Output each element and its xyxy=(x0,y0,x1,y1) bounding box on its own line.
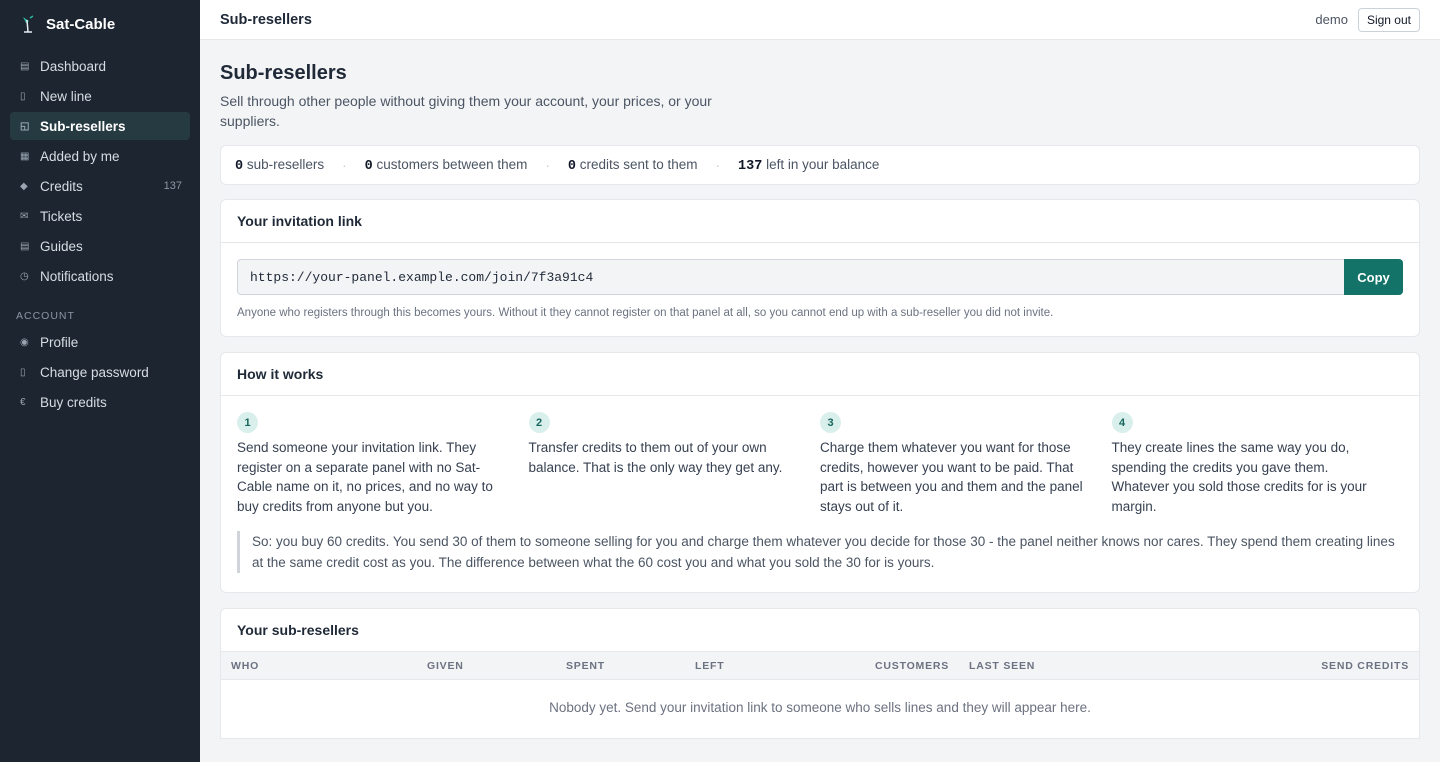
topbar xyxy=(200,0,1440,40)
invitation-link-input[interactable] xyxy=(237,259,1344,295)
column-header-send-credits[interactable]: SEND CREDITS xyxy=(1321,659,1409,672)
sidebar-item-label: Sub-resellers xyxy=(40,118,126,134)
sidebar-item-guides[interactable] xyxy=(10,232,190,260)
sidebar-item-profile[interactable] xyxy=(10,328,190,356)
step-text: Send someone your invitation link. They register on a separate panel with no Sat-Cable name on it, no prices, and no way to buy credits from anyone but you. xyxy=(237,440,493,515)
stat-label: customers between them xyxy=(376,156,528,172)
how-it-works-title: How it works xyxy=(221,353,1419,396)
steps-list xyxy=(221,396,1419,517)
step-text: Transfer credits to them out of your own balance. That is the only way they get any. xyxy=(528,440,783,475)
column-header-last-seen[interactable]: LAST SEEN xyxy=(969,659,1036,672)
sidebar-item-buy-credits[interactable] xyxy=(10,388,190,416)
column-header-customers[interactable]: CUSTOMERS xyxy=(875,659,950,672)
profile-icon: ◉ xyxy=(20,336,29,348)
step-number-badge: 4 xyxy=(1112,412,1133,433)
credits-count-badge: 137 xyxy=(163,180,182,192)
account-section-heading: ACCOUNT xyxy=(16,310,75,322)
sidebar-item-label: Buy credits xyxy=(40,394,107,410)
stat-separator: · xyxy=(715,157,721,173)
sub-resellers-icon: ◱ xyxy=(20,120,30,132)
stat-credits-sent xyxy=(568,157,698,174)
added-by-me-icon: ▦ xyxy=(20,150,30,162)
step-number-badge: 1 xyxy=(237,412,258,433)
stat-customers xyxy=(365,157,528,174)
stat-label: sub-resellers xyxy=(246,156,325,172)
stat-separator: · xyxy=(545,157,550,173)
column-header-who[interactable]: WHO xyxy=(231,659,260,672)
sidebar-item-label: Credits xyxy=(40,178,83,194)
invitation-link-row xyxy=(237,259,1403,295)
sidebar xyxy=(0,0,200,762)
how-it-works-card xyxy=(220,352,1420,593)
topbar-title: Sub-resellers xyxy=(220,11,312,28)
invitation-card xyxy=(220,199,1420,337)
sidebar-item-label: Notifications xyxy=(40,268,114,284)
satellite-logo-icon xyxy=(20,14,36,34)
sidebar-item-new-line[interactable] xyxy=(10,82,190,110)
page-title: Sub-resellers xyxy=(220,62,347,84)
sidebar-item-label: Guides xyxy=(40,238,83,254)
euro-icon: € xyxy=(20,396,26,408)
column-header-spent[interactable]: SPENT xyxy=(566,659,606,672)
step-3 xyxy=(820,412,1112,517)
current-user: demo xyxy=(1315,12,1348,27)
stat-value: 0 xyxy=(235,158,244,174)
step-4 xyxy=(1112,412,1404,517)
sidebar-item-added-by-me[interactable] xyxy=(10,142,190,170)
stat-label: left in your balance xyxy=(766,156,880,172)
step-text: They create lines the same way you do, spending the credits you gave them. Whatever you sold those credits for is your margin. xyxy=(1111,440,1367,515)
invitation-card-title: Your invitation link xyxy=(221,200,1419,243)
main-content xyxy=(220,40,1420,739)
sidebar-item-tickets[interactable] xyxy=(10,202,190,230)
sidebar-item-label: Profile xyxy=(40,334,79,350)
sidebar-item-dashboard[interactable] xyxy=(10,52,190,80)
step-text: Charge them whatever you want for those credits, however you want to be paid. That part is between you and them and the panel stays out of it. xyxy=(820,440,1083,515)
sub-resellers-title: Your sub-resellers xyxy=(221,609,1419,652)
notifications-icon: ◷ xyxy=(20,270,29,282)
step-2 xyxy=(529,412,821,517)
sidebar-item-label: New line xyxy=(40,88,92,104)
page-subtitle: Sell through other people without giving them your account, your prices, or your suppliers. xyxy=(220,93,712,129)
dashboard-icon: ▤ xyxy=(20,60,30,72)
sidebar-item-label: Change password xyxy=(40,364,149,380)
sign-out-button[interactable]: Sign out xyxy=(1358,8,1420,32)
app-name: Sat-Cable xyxy=(46,15,116,33)
sidebar-item-notifications[interactable] xyxy=(10,262,190,290)
account-nav xyxy=(0,328,200,416)
stat-balance xyxy=(738,157,879,174)
brand[interactable] xyxy=(0,0,200,48)
new-line-icon: ▯ xyxy=(20,90,26,102)
stat-value: 0 xyxy=(567,158,576,174)
sidebar-item-label: Dashboard xyxy=(40,58,107,74)
stat-sub-resellers xyxy=(235,157,324,174)
stats-bar xyxy=(220,145,1420,185)
stat-value: 137 xyxy=(738,158,763,174)
column-header-left[interactable]: LEFT xyxy=(695,659,725,672)
step-number-badge: 3 xyxy=(820,412,841,433)
table-header xyxy=(221,652,1419,680)
sidebar-item-sub-resellers[interactable] xyxy=(10,112,190,140)
column-header-given[interactable]: GIVEN xyxy=(427,659,464,672)
invitation-body xyxy=(221,243,1419,319)
sidebar-item-credits[interactable] xyxy=(10,172,190,200)
credits-icon: ◆ xyxy=(20,180,28,192)
stat-separator: · xyxy=(342,157,347,173)
invitation-note: Anyone who registers through this becomes yours. Without it they cannot register on that panel at all, so you cannot end up with a sub-reseller you did not invite. xyxy=(237,307,1054,319)
step-1 xyxy=(237,412,529,517)
stat-label: credits sent to them xyxy=(579,156,698,172)
empty-state-message: Nobody yet. Send your invitation link to someone who sells lines and they will appear here. xyxy=(549,700,1091,715)
copy-button[interactable]: Copy xyxy=(1344,259,1403,295)
sidebar-item-label: Added by me xyxy=(40,148,120,164)
step-number-badge: 2 xyxy=(529,412,550,433)
sidebar-item-change-password[interactable] xyxy=(10,358,190,386)
guides-icon: ▤ xyxy=(20,240,30,252)
stat-value: 0 xyxy=(364,158,373,174)
tickets-icon: ✉ xyxy=(20,210,29,222)
sidebar-item-label: Tickets xyxy=(40,208,83,224)
example-quote: So: you buy 60 credits. You send 30 of them to someone selling for you and charge them whatever you decide for those 30 - the panel neither knows nor cares. They spend them creating lines at the same credit cost as you. The difference between what the 60 cost you and what you sold the 30 for is yours. xyxy=(237,531,1403,573)
sub-resellers-card xyxy=(220,608,1420,739)
sidebar-nav xyxy=(0,52,200,290)
password-icon: ▯ xyxy=(20,366,26,378)
